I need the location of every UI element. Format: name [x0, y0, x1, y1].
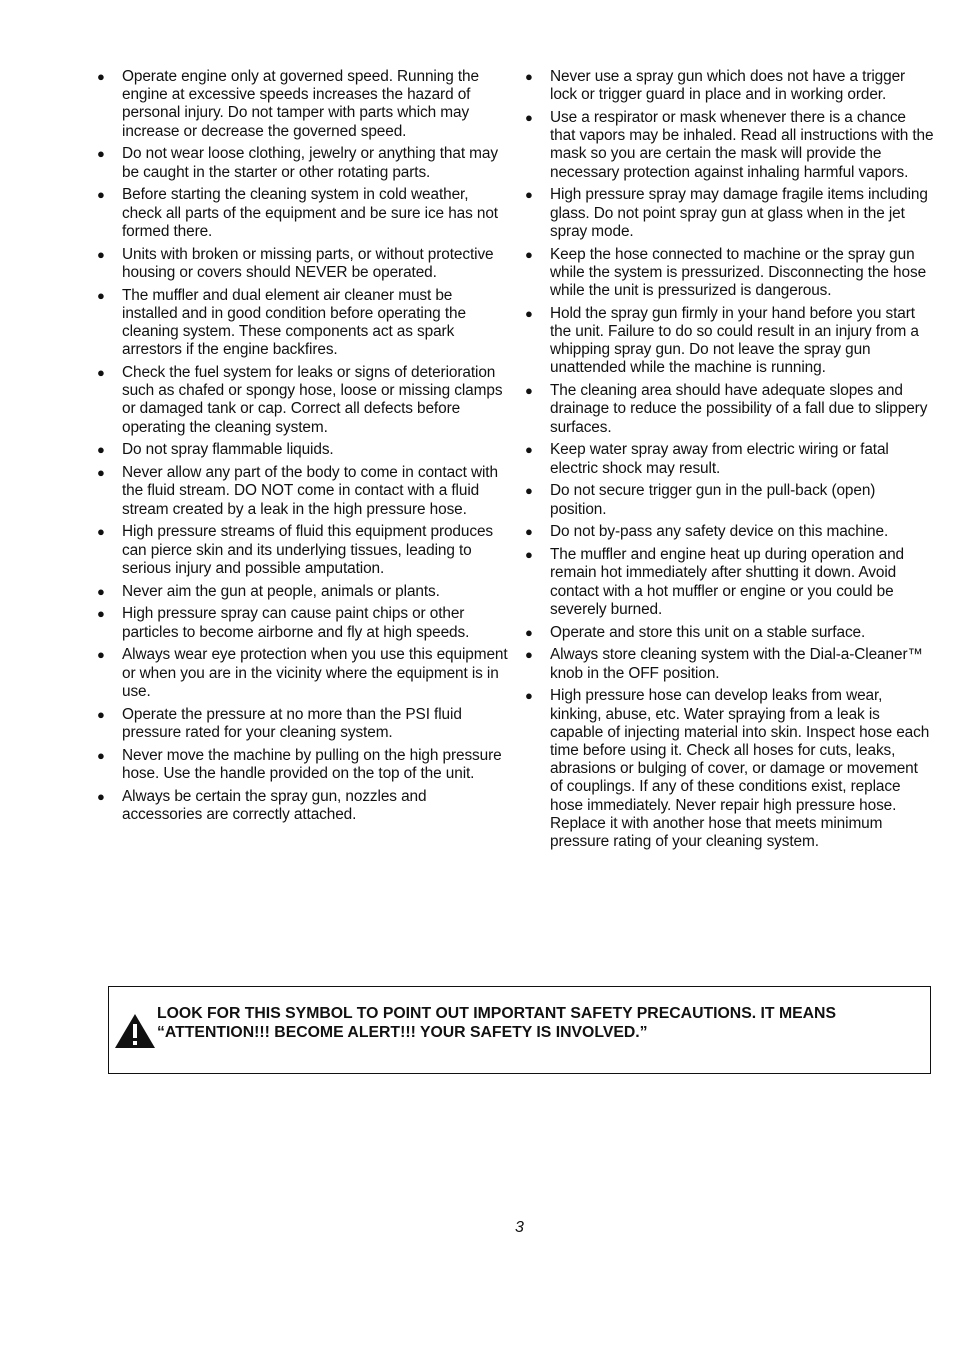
- list-item: [94, 523, 509, 578]
- bullet-icon: ●: [525, 624, 533, 640]
- bullet-icon: ●: [525, 442, 533, 458]
- list-item-text: Keep the hose connected to machine or the spray gun while the system is pressurized. Disconnecting the hose while the unit is pressurized is dangerous.: [550, 245, 927, 300]
- bullet-icon: ●: [525, 524, 533, 540]
- bullet-icon: ●: [97, 706, 105, 722]
- list-item: [94, 788, 509, 824]
- right-column: [522, 68, 934, 856]
- bullet-icon: ●: [525, 187, 533, 203]
- bullet-icon: ●: [97, 442, 105, 458]
- list-item-text: Never move the machine by pulling on the high pressure hose. Use the handle provided on the top of the unit.: [122, 746, 502, 782]
- list-item: [522, 687, 934, 851]
- list-item-text: Operate engine only at governed speed. Running the engine at excessive speeds increases the hazard of personal injury. Do not tamper with parts which may increase or decrease the governed speed.: [122, 68, 479, 140]
- bullet-icon: ●: [97, 465, 105, 481]
- list-item: [522, 646, 934, 682]
- list-item: [94, 583, 509, 601]
- bullet-icon: ●: [525, 547, 533, 563]
- list-item-text: Units with broken or missing parts, or without protective housing or covers should NEVER be operated.: [122, 245, 494, 281]
- list-item-text: Hold the spray gun firmly in your hand before you start the unit. Failure to do so could result in an injury from a whipping spray gun. Do not leave the spray gun unattended while the machine is running.: [550, 304, 919, 377]
- list-item-text: Operate the pressure at no more than the PSI fluid pressure rated for your cleaning system.: [122, 705, 462, 741]
- list-item: [94, 145, 509, 181]
- list-item-text: High pressure streams of fluid this equipment produces can pierce skin and its underlying tissues, leading to serious injury and possible amputation.: [122, 523, 494, 577]
- bullet-icon: ●: [525, 305, 533, 321]
- bullet-icon: ●: [97, 747, 105, 763]
- bullet-icon: ●: [97, 524, 105, 540]
- list-item: [94, 646, 509, 701]
- list-item-text: Do not secure trigger gun in the pull-back (open) position.: [550, 482, 876, 518]
- list-item: [522, 109, 934, 182]
- bullet-icon: ●: [97, 788, 105, 804]
- list-item-text: High pressure hose can develop leaks from wear, kinking, abuse, etc. Water spraying from a leak is capable of injecting material into skin. Inspect hose each time before using it. Check all hoses for cuts, leaks, abrasions or bulging of cover, or damage or movement of couplings. If any of these conditions exist, replace hose immediately. Never repair high pressure hose. Replace it with another hose that meets minimum pressure rating of your cleaning system.: [550, 687, 930, 851]
- warning-text: LOOK FOR THIS SYMBOL TO POINT OUT IMPORTANT SAFETY PRECAUTIONS. IT MEANS “ATTENTION!!! BECOME ALERT!!! YOUR SAFETY IS INVOLVED.”: [157, 1005, 836, 1041]
- list-item: [522, 546, 934, 619]
- bullet-icon: ●: [97, 583, 105, 599]
- list-item-text: Never use a spray gun which does not have a trigger lock or trigger guard in place and in working order.: [550, 68, 906, 104]
- bullet-icon: ●: [525, 110, 533, 125]
- safety-list-left: [94, 68, 509, 824]
- list-item-text: Keep water spray away from electric wiring or fatal electric shock may result.: [550, 441, 889, 477]
- bullet-icon: ●: [525, 688, 533, 704]
- list-item: [522, 68, 934, 104]
- list-item: [522, 523, 934, 541]
- list-item-text: Always be certain the spray gun, nozzles and accessories are correctly attached.: [122, 787, 427, 823]
- bullet-icon: ●: [97, 146, 105, 162]
- list-item: [94, 441, 509, 459]
- bullet-icon: ●: [97, 69, 105, 84]
- left-column: [94, 68, 509, 829]
- bullet-icon: ●: [97, 246, 105, 262]
- list-item: [522, 246, 934, 301]
- list-item: [522, 305, 934, 378]
- bullet-icon: ●: [97, 606, 105, 622]
- list-item: [94, 364, 509, 437]
- page-number: 3: [515, 1219, 524, 1236]
- bullet-icon: ●: [525, 383, 533, 399]
- list-item: [94, 605, 509, 641]
- list-item: [522, 624, 934, 642]
- list-item-text: Do not by-pass any safety device on this machine.: [550, 523, 889, 541]
- warning-triangle-icon: [114, 1013, 156, 1049]
- list-item: [522, 186, 934, 241]
- list-item-text: Never allow any part of the body to come in contact with the fluid stream. DO NOT come in contact with a fluid stream created by a leak in the high pressure hose.: [122, 464, 498, 518]
- list-item-text: Never aim the gun at people, animals or plants.: [122, 582, 440, 600]
- bullet-icon: ●: [525, 246, 533, 262]
- list-item: [522, 382, 934, 437]
- list-item-text: Always store cleaning system with the Dial-a-Cleaner™ knob in the OFF position.: [550, 646, 923, 682]
- list-item-text: Do not spray flammable liquids.: [122, 441, 334, 459]
- list-item: [522, 482, 934, 518]
- list-item: [94, 747, 509, 783]
- bullet-icon: ●: [525, 647, 533, 663]
- list-item-text: Operate and store this unit on a stable surface.: [550, 623, 866, 641]
- list-item-text: High pressure spray can cause paint chips or other particles to become airborne and fly at high speeds.: [122, 605, 470, 641]
- list-item: [94, 287, 509, 360]
- bullet-icon: ●: [525, 483, 533, 499]
- list-item-text: The muffler and engine heat up during operation and remain hot immediately after shutting it down. Avoid contact with a hot muffler or engine or you could be severely burned.: [550, 546, 904, 618]
- bullet-icon: ●: [97, 287, 105, 303]
- list-item: [94, 464, 509, 519]
- list-item-text: Do not wear loose clothing, jewelry or anything that may be caught in the starter or other rotating parts.: [122, 145, 498, 181]
- list-item-text: Always wear eye protection when you use this equipment or when you are in the vicinity where the equipment is in use.: [122, 646, 508, 700]
- safety-list-right: [522, 68, 934, 851]
- list-item: [94, 246, 509, 282]
- bullet-icon: ●: [525, 69, 533, 84]
- list-item-text: The muffler and dual element air cleaner must be installed and in good condition before operating the cleaning system. These components act as spark arrestors if the engine backfires.: [122, 286, 466, 359]
- list-item-text: Use a respirator or mask whenever there is a chance that vapors may be inhaled. Read all instructions with the mask so you are certain the mask will provide the necessary protection against inhaling harmful vapors.: [550, 109, 934, 181]
- bullet-icon: ●: [97, 647, 105, 663]
- list-item-text: Check the fuel system for leaks or signs of deterioration such as chafed or spongy hose, loose or missing clamps or damaged tank or cap. Correct all defects before operating the cleaning system.: [122, 364, 503, 436]
- list-item: [94, 706, 509, 742]
- safety-warning-box: [108, 986, 931, 1074]
- list-item: [522, 441, 934, 477]
- list-item-text: Before starting the cleaning system in cold weather, check all parts of the equipment and be sure ice has not formed there.: [122, 186, 498, 240]
- list-item-text: High pressure spray may damage fragile items including glass. Do not point spray gun at glass when in the jet spray mode.: [550, 186, 928, 240]
- list-item: [94, 186, 509, 241]
- list-item: [94, 68, 509, 141]
- bullet-icon: ●: [97, 365, 105, 381]
- list-item-text: The cleaning area should have adequate slopes and drainage to reduce the possibility of a fall due to slippery surfaces.: [550, 382, 928, 436]
- bullet-icon: ●: [97, 187, 105, 203]
